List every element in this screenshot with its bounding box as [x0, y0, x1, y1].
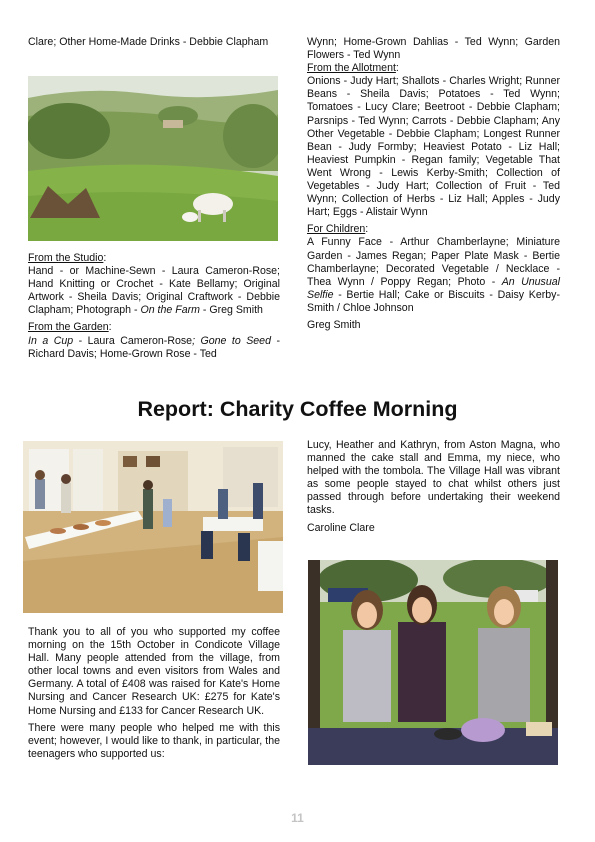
allotment-list: Onions - Judy Hart; Shallots - Charles Wright; Runner Beans - Sheila Davis; Potatoes - Ted Wynn; Tomatoes - Lucy Clare; Beetroot - Debbie Clapham; Parsnips - Ted Wynn; Carrots - Debbie Clapham; Any Other Vegetable - Debbie Clapham; Longest Runner Bean - Judy Formby; Heaviest Potato - Liz Hall; Heaviest Pumpkin - Regan family; Vegetable That Went Wrong - Lewis Kerby-Smith; Collection of Vegetables - Judy Hart; Collection of Fruit - Ted Wynn; Collection of Herbs - Liz Hall; Apples - Judy Hart; Eggs - Alistair Wynn — [307, 75, 560, 219]
report-signature: Caroline Clare — [307, 521, 375, 534]
right-intro-text: Wynn; Home-Grown Dahlias - Ted Wynn; Garden Flowers - Ted Wynn — [307, 36, 560, 62]
garden-text-a: - Laura Cameron-Rose — [73, 334, 193, 347]
report-paragraph-3: Lucy, Heather and Kathryn, from Aston Magna, who manned the cake stall and Emma, my niece, who helped with the tombola. The Village Hall was vibrant as some people stayed to chat whilst others just passed through before undertaking their weekend tasks. — [307, 439, 560, 517]
allotment-heading-colon: : — [395, 62, 399, 75]
left-top-column — [28, 36, 280, 49]
countryside-sheep-photo — [28, 76, 278, 241]
studio-italic-title: On the Farm — [140, 304, 200, 317]
allotment-heading: From the Allotment — [307, 62, 396, 75]
left-top-lists — [28, 252, 280, 361]
studio-heading: From the Studio — [28, 252, 104, 264]
children-heading: For Children — [307, 223, 366, 236]
report-paragraph-2: There were many people who helped me with this event; however, I would like to thank, in particular, the teenagers who supported us: — [28, 721, 280, 760]
show-signature: Greg Smith — [307, 318, 361, 331]
garden-list — [28, 335, 280, 361]
intro-text: Clare; Other Home-Made Drinks - Debbie Clapham — [28, 36, 269, 48]
children-heading-colon: : — [365, 223, 369, 236]
garden-text-b: - Richard Davis; Home-Grown Rose - Ted — [28, 334, 280, 360]
children-text-a: A Funny Face - Arthur Chamberlayne; Miniature Garden - James Regan; Paper Plate Mask - Bertie Chamberlayne; Decorated Vegetable / Necklace - Thea Wynn / Poppy Regan; Photo - — [307, 236, 560, 288]
report-title: Report: Charity Coffee Morning — [137, 397, 458, 421]
studio-text-a: Hand - or Machine-Sewn - Laura Cameron-Rose; Hand Knitting or Crochet - Kate Bellamy; Original Artwork - Sheila Davis; Original Craftwork - Debbie Clapham; Photograph - — [28, 265, 280, 317]
children-italic-title: An Unusual Selfie — [307, 275, 560, 301]
teenagers-cake-stall-photo — [308, 560, 558, 765]
garden-heading: From the Garden — [28, 321, 109, 334]
right-top-column — [307, 36, 560, 332]
garden-italic-b: ; Gone to Seed — [192, 334, 271, 347]
children-list — [307, 236, 560, 315]
page-number: 11 — [291, 811, 304, 825]
report-right-column — [307, 439, 560, 535]
report-paragraph-1: Thank you to all of you who supported my coffee morning on the 15th October in Condicote Village Hall. Many people attended from the village, from other local towns and even visitors from Wales and Germany. A total of £408 was raised for Kate's Home Nursing and Cancer Research UK: £275 for Kate's Home Nursing and £133 for Cancer Research UK. — [28, 626, 280, 717]
village-hall-photo — [23, 441, 283, 613]
studio-text-b: - Greg Smith — [199, 304, 263, 317]
studio-heading-colon: : — [103, 252, 107, 264]
garden-heading-colon: : — [108, 321, 112, 334]
children-text-b: - Bertie Hall; Cake or Biscuits - Daisy Kerby-Smith / Chloe Johnson — [307, 288, 560, 314]
studio-list — [28, 265, 280, 317]
report-left-column — [28, 626, 280, 761]
garden-italic-a: In a Cup — [28, 334, 74, 347]
